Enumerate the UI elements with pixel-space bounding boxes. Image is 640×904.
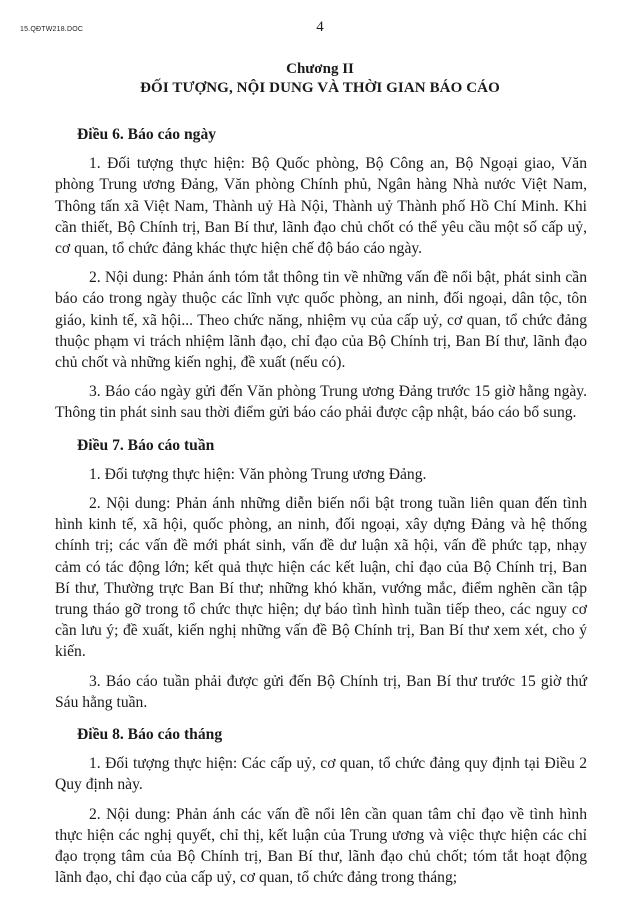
article-heading: Điều 8. Báo cáo tháng [77,726,223,744]
document-body [55,112,587,889]
section-article-7 [55,424,587,713]
article-paragraph: 3. Báo cáo ngày gửi đến Văn phòng Trung ương Đảng trước 15 giờ hằng ngày. Thông tin phát sinh sau thời điểm gửi báo cáo phải được cập nhật, báo cáo bổ sung. [55,383,587,422]
file-code: 15.QĐTW218.DOC [20,26,84,33]
section-article-8 [55,713,587,888]
page-number: 4 [316,19,324,35]
article-paragraph: 1. Đối tượng thực hiện: Văn phòng Trung ương Đảng. [89,465,427,483]
section-article-6 [55,112,587,424]
article-paragraph: 2. Nội dung: Phản ánh các vấn đề nổi lên cần quan tâm chỉ đạo về tình hình thực hiện các nghị quyết, chỉ thị, kết luận của Trung ương và việc thực hiện các chỉ đạo trọng tâm của Bộ Chính trị, Ban Bí thư, lãnh đạo chủ chốt; tóm tắt hoạt động lãnh đạo, chỉ đạo của cấp uỷ, cơ quan, tổ chức đảng trong tháng; [55,805,587,887]
chapter-number: Chương II [286,61,354,77]
article-paragraph: 3. Báo cáo tuần phải được gửi đến Bộ Chính trị, Ban Bí thư trước 15 giờ thứ Sáu hằng tuần. [55,672,587,711]
article-heading: Điều 7. Báo cáo tuần [77,436,215,454]
article-heading: Điều 6. Báo cáo ngày [77,126,217,143]
chapter-title: ĐỐI TƯỢNG, NỘI DUNG VÀ THỜI GIAN BÁO CÁO [140,80,500,96]
article-paragraph: 2. Nội dung: Phản ánh tóm tắt thông tin về những vấn đề nổi bật, phát sinh cần báo cáo trong ngày thuộc các lĩnh vực quốc phòng, an ninh, đối ngoại, dân tộc, tôn giáo, kinh tế, xã hội... Theo chức năng, nhiệm vụ của cấp uỷ, cơ quan, tổ chức đảng thuộc phạm vi trách nhiệm lãnh đạo, chỉ đạo của Bộ Chính trị, Ban Bí thư, lãnh đạo chủ chốt và những kiến nghị, đề xuất (nếu có). [55,269,587,372]
article-paragraph: 1. Đối tượng thực hiện: Bộ Quốc phòng, Bộ Công an, Bộ Ngoại giao, Văn phòng Trung ương Đảng, Văn phòng Chính phủ, Ngân hàng Nhà nước Việt Nam, Thông tấn xã Việt Nam, Thành uỷ Hà Nội, Thành uỷ Thành phố Hồ Chí Minh. Khi cần thiết, Bộ Chính trị, Ban Bí thư, lãnh đạo chủ chốt có thể yêu cầu một số cấp uỷ, cơ quan, tổ chức đảng khác thực hiện chế độ báo cáo ngày. [55,155,587,258]
article-paragraph: 2. Nội dung: Phản ánh những diễn biến nổi bật trong tuần liên quan đến tình hình kinh tế, xã hội, quốc phòng, an ninh, đối ngoại, xây dựng Đảng và hệ thống chính trị; các vấn đề mới phát sinh, vấn đề dư luận xã hội, vấn đề phức tạp, nhạy cảm có tác động lớn; kết quả thực hiện các kết luận, chỉ đạo của Bộ Chính trị, Ban Bí thư, Thường trực Ban Bí thư; những khó khăn, vướng mắc, điểm nghẽn cần tập trung tháo gỡ trong tổ chức thực hiện; dự báo tình hình tuần tiếp theo, các nguy cơ cần lưu ý; đề xuất, kiến nghị những vấn đề Bộ Chính trị, Ban Bí thư xem xét, cho ý kiến. [55,495,587,661]
article-paragraph: 1. Đối tượng thực hiện: Các cấp uỷ, cơ quan, tổ chức đảng quy định tại Điều 2 Quy định này. [55,755,587,794]
